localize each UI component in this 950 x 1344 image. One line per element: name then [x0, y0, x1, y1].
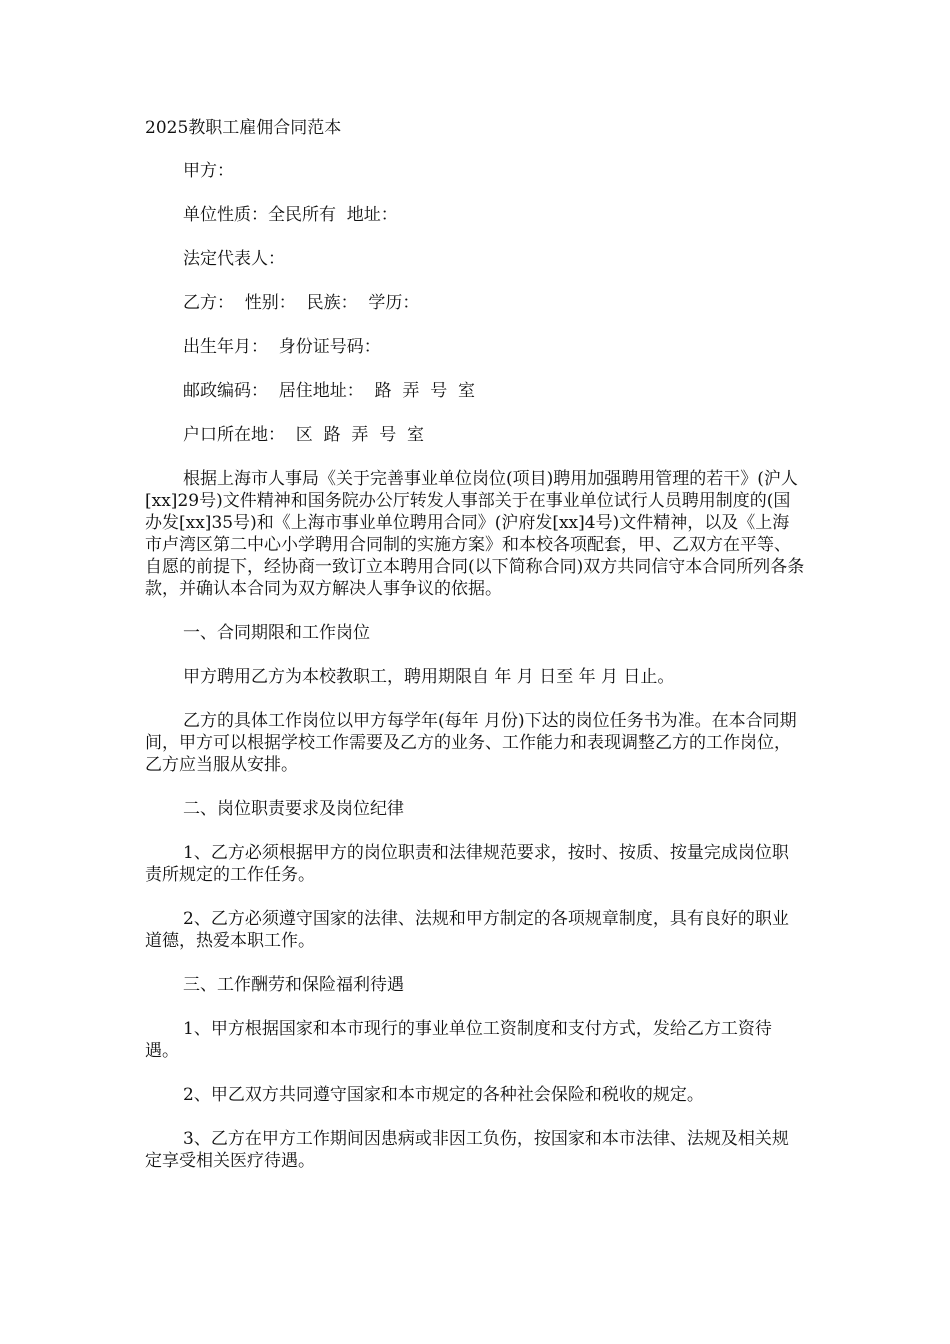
document-title: 2025教职工雇佣合同范本 [145, 118, 342, 138]
salary-clause-paragraph: 1、甲方根据国家和本市现行的事业单位工资制度和支付方式，发给乙方工资待遇。 [145, 1019, 772, 1061]
section-heading: 一、合同期限和工作岗位 [183, 623, 370, 643]
household-registration-field: 户口所在地： 区 路 弄 号 室 [183, 425, 425, 445]
discipline-clause-paragraph: 2、乙方必须遵守国家的法律、法规和甲方制定的各项规章制度，具有良好的职业道德，热爱本职工作。 [145, 909, 789, 951]
medical-clause-paragraph: 3、乙方在甲方工作期间因患病或非因工负伤，按国家和本市法律、法规及相关规定享受相关医疗待遇。 [145, 1129, 789, 1171]
preamble-paragraph: 根据上海市人事局《关于完善事业单位岗位(项目)聘用加强聘用管理的若干》(沪人[xx]29号)文件精神和国务院办公厅转发人事部关于在事业单位试行人员聘用制度的(国办发[xx]35号)和《上海市事业单位聘用合同》(沪府发[xx]4号)文件精神，以及《上海市卢湾区第二中心小学聘用合同制的实施方案》和本校各项配套，甲、乙双方在平等、自愿的前提下，经协商一致订立本聘用合同(以下简称合同)双方共同信守本合同所列各条款，并确认本合同为双方解决人事争议的依据。 [145, 469, 805, 599]
contract-term-paragraph: 甲方聘用乙方为本校教职工，聘用期限自 年 月 日至 年 月 日止。 [183, 667, 675, 687]
party-b-info-field: 乙方： 性别： 民族： 学历： [183, 293, 420, 313]
legal-representative-field: 法定代表人： [183, 249, 285, 269]
birth-id-field: 出生年月： 身份证号码： [183, 337, 381, 357]
document-body [145, 117, 805, 1194]
section-heading: 二、岗位职责要求及岗位纪律 [183, 799, 404, 819]
insurance-clause-paragraph: 2、甲乙双方共同遵守国家和本市规定的各种社会保险和税收的规定。 [183, 1085, 704, 1105]
unit-nature-address-field: 单位性质：全民所有 地址： [183, 205, 398, 225]
section-heading: 三、工作酬劳和保险福利待遇 [183, 975, 404, 995]
work-position-paragraph: 乙方的具体工作岗位以甲方每学年(每年 月份)下达的岗位任务书为准。在本合同期间，甲方可以根据学校工作需要及乙方的业务、工作能力和表现调整乙方的工作岗位，乙方应当服从安排。 [145, 711, 797, 775]
duty-clause-paragraph: 1、乙方必须根据甲方的岗位职责和法律规范要求，按时、按质、按量完成岗位职责所规定的工作任务。 [145, 843, 789, 885]
party-a-field: 甲方： [183, 161, 234, 181]
postal-address-field: 邮政编码： 居住地址： 路 弄 号 室 [183, 381, 476, 401]
